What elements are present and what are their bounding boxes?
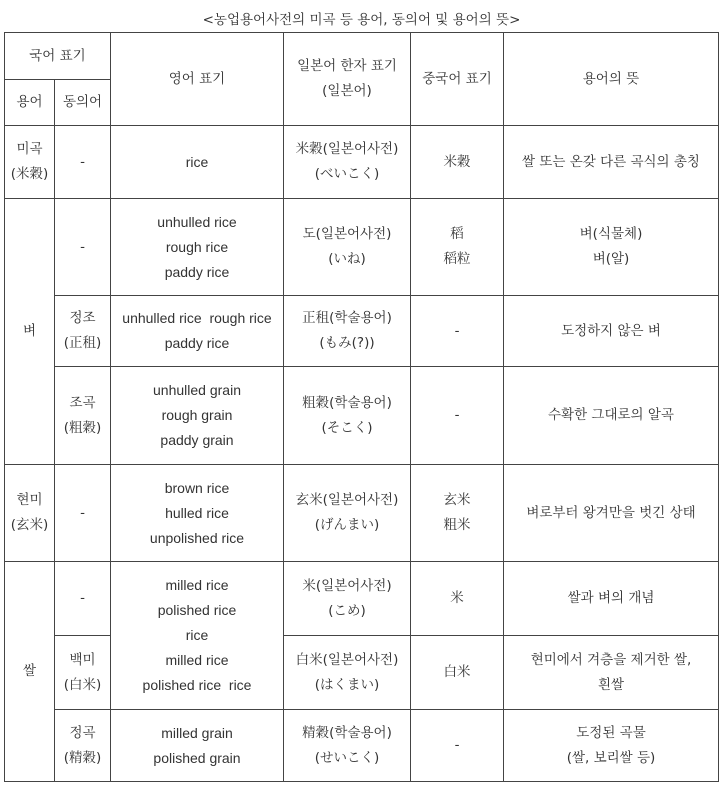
meaning-cell xyxy=(504,465,719,562)
meaning-line: 수확한 그대로의 알곡 xyxy=(548,407,674,423)
japanese-cell xyxy=(284,636,411,710)
japanese-line: 도(일본어사전) xyxy=(302,226,392,242)
meaning-line: 쌀과 벼의 개념 xyxy=(567,590,655,606)
chinese-cell xyxy=(411,367,504,465)
english-cell xyxy=(111,367,284,465)
japanese-line: (もみ(?)) xyxy=(319,335,375,351)
header-chinese: 중국어 표기 xyxy=(411,33,504,126)
meaning-line: (쌀, 보리쌀 등) xyxy=(566,749,656,766)
synonym-cell xyxy=(55,296,111,367)
japanese-line: 粗穀(학술용어) xyxy=(302,394,392,411)
meaning-line: 벼(식물체) xyxy=(579,226,643,242)
japanese-line: 精穀(학술용어) xyxy=(302,724,392,741)
table-row-migok xyxy=(5,126,719,199)
term-line: 미곡 xyxy=(16,141,43,157)
term-line: 벼 xyxy=(22,323,37,339)
term-cell xyxy=(5,465,55,562)
chinese-cell xyxy=(411,710,504,782)
table-row-byeo-2 xyxy=(5,296,719,367)
chinese-line: 稻粒 xyxy=(443,251,471,267)
table-caption: <농업용어사전의 미곡 등 용어, 동의어 및 용어의 뜻> xyxy=(202,12,521,28)
synonym-cell xyxy=(55,199,111,296)
english-cell xyxy=(111,296,284,367)
term-line: (玄米) xyxy=(10,517,49,533)
chinese-cell xyxy=(411,636,504,710)
chinese-line: 白米 xyxy=(443,664,471,680)
synonym-line: (正租) xyxy=(63,335,102,351)
japanese-line: (せいこく) xyxy=(314,749,380,766)
japanese-line: 米(일본어사전) xyxy=(302,577,392,594)
meaning-cell xyxy=(504,710,719,782)
synonym-line: 정곡 xyxy=(69,724,96,741)
english-line: unhulled rice xyxy=(157,213,237,230)
meaning-line: 흰쌀 xyxy=(597,676,625,693)
japanese-line: (はくまい) xyxy=(314,676,380,693)
table-row-ssal-3 xyxy=(5,710,719,782)
header-english: 영어 표기 xyxy=(111,33,284,126)
english-line: polished grain xyxy=(153,749,241,766)
synonym-cell xyxy=(55,710,111,782)
english-line: brown rice xyxy=(164,479,230,496)
english-cell xyxy=(111,126,284,199)
synonym-cell xyxy=(55,465,111,562)
table-row-byeo-3 xyxy=(5,367,719,465)
chinese-cell xyxy=(411,126,504,199)
term-line: 현미 xyxy=(16,492,43,508)
english-line: paddy rice xyxy=(164,263,230,280)
term-line: (米穀) xyxy=(10,166,49,182)
english-line: polished rice xyxy=(157,602,237,618)
japanese-line: 玄米(일본어사전) xyxy=(295,492,399,508)
synonym-line: 정조 xyxy=(69,310,96,326)
japanese-line: (べいこく) xyxy=(314,166,380,182)
meaning-line: 도정된 곡물 xyxy=(576,724,646,741)
meaning-cell xyxy=(504,126,719,199)
english-line: polished rice rice xyxy=(142,677,252,693)
header-term: 용어 xyxy=(5,80,55,126)
header-synonym: 동의어 xyxy=(55,80,111,126)
meaning-cell xyxy=(504,296,719,367)
english-cell xyxy=(111,562,284,710)
meaning-cell xyxy=(504,199,719,296)
chinese-cell xyxy=(411,296,504,367)
table-row-hyeonmi xyxy=(5,465,719,562)
english-line: rough rice xyxy=(165,238,229,255)
english-cell xyxy=(111,465,284,562)
japanese-line: (そこく) xyxy=(321,419,373,436)
chinese-cell xyxy=(411,562,504,636)
synonym-line: (精穀) xyxy=(63,749,102,766)
japanese-line: 米穀(일본어사전) xyxy=(295,141,399,157)
chinese-line: 粗米 xyxy=(443,517,471,533)
meaning-line: 벼로부터 왕겨만을 벗긴 상태 xyxy=(526,504,696,521)
english-line: rough grain xyxy=(161,407,233,423)
meaning-line: 쌀 또는 온갖 다른 곡식의 총칭 xyxy=(522,153,700,170)
english-line: unpolished rice xyxy=(149,529,245,546)
header-meaning: 용어의 뜻 xyxy=(504,33,719,126)
japanese-line: 白米(일본어사전) xyxy=(295,651,399,668)
glossary-table xyxy=(4,32,719,782)
synonym-cell xyxy=(55,562,111,636)
english-line: unhulled grain xyxy=(153,382,241,398)
table-row-ssal-1 xyxy=(5,562,719,636)
english-cell xyxy=(111,710,284,782)
japanese-line: (げんまい) xyxy=(314,517,380,533)
table-row-byeo-1 xyxy=(5,199,719,296)
japanese-cell xyxy=(284,296,411,367)
header-japanese xyxy=(284,33,411,126)
synonym-line: - xyxy=(80,153,85,170)
term-line: 쌀 xyxy=(22,663,37,679)
synonym-cell xyxy=(55,126,111,199)
synonym-line: - xyxy=(80,504,85,521)
english-line: unhulled rice rough rice xyxy=(122,310,272,326)
chinese-cell xyxy=(411,199,504,296)
meaning-line: 현미에서 겨층을 제거한 쌀, xyxy=(530,651,692,668)
chinese-line: 米穀 xyxy=(443,153,471,170)
header-row-top xyxy=(5,33,719,80)
chinese-line: 米 xyxy=(450,590,464,606)
japanese-cell xyxy=(284,199,411,296)
chinese-line: 稻 xyxy=(450,226,464,242)
synonym-line: - xyxy=(80,238,85,255)
japanese-cell xyxy=(284,562,411,636)
term-cell xyxy=(5,562,55,782)
synonym-line: 백미 xyxy=(69,651,96,668)
synonym-cell xyxy=(55,367,111,465)
japanese-cell xyxy=(284,126,411,199)
meaning-cell xyxy=(504,367,719,465)
term-cell xyxy=(5,126,55,199)
english-line: paddy rice xyxy=(164,335,230,351)
synonym-line: (粗穀) xyxy=(63,419,102,436)
english-line: paddy grain xyxy=(160,432,234,448)
japanese-line: (いね) xyxy=(328,251,366,267)
meaning-line: 벼(알) xyxy=(592,251,630,267)
chinese-line: 玄米 xyxy=(443,492,471,508)
japanese-cell xyxy=(284,465,411,562)
meaning-line: 도정하지 않은 벼 xyxy=(561,322,661,339)
english-line: rice xyxy=(185,627,209,643)
meaning-cell xyxy=(504,636,719,710)
english-line: rice xyxy=(185,153,209,170)
japanese-cell xyxy=(284,710,411,782)
synonym-line: - xyxy=(80,590,85,606)
chinese-line: - xyxy=(454,407,460,423)
header-korean: 국어 표기 xyxy=(5,33,111,80)
japanese-line: (こめ) xyxy=(328,602,366,619)
synonym-line: 조곡 xyxy=(69,394,96,411)
japanese-line: 正租(학술용어) xyxy=(302,310,392,326)
chinese-cell xyxy=(411,465,504,562)
synonym-cell xyxy=(55,636,111,710)
chinese-line: - xyxy=(454,737,460,753)
chinese-line: - xyxy=(454,322,460,339)
term-cell xyxy=(5,199,55,465)
synonym-line: (白米) xyxy=(63,676,102,693)
meaning-cell xyxy=(504,562,719,636)
english-line: milled rice xyxy=(165,577,229,593)
english-line: milled rice xyxy=(165,652,229,668)
english-line: hulled rice xyxy=(165,504,229,521)
english-line: milled grain xyxy=(161,724,233,741)
header-japanese-line1: 일본어 한자 표기 xyxy=(297,58,397,74)
english-cell xyxy=(111,199,284,296)
header-japanese-line2: (일본어) xyxy=(322,83,372,99)
japanese-cell xyxy=(284,367,411,465)
